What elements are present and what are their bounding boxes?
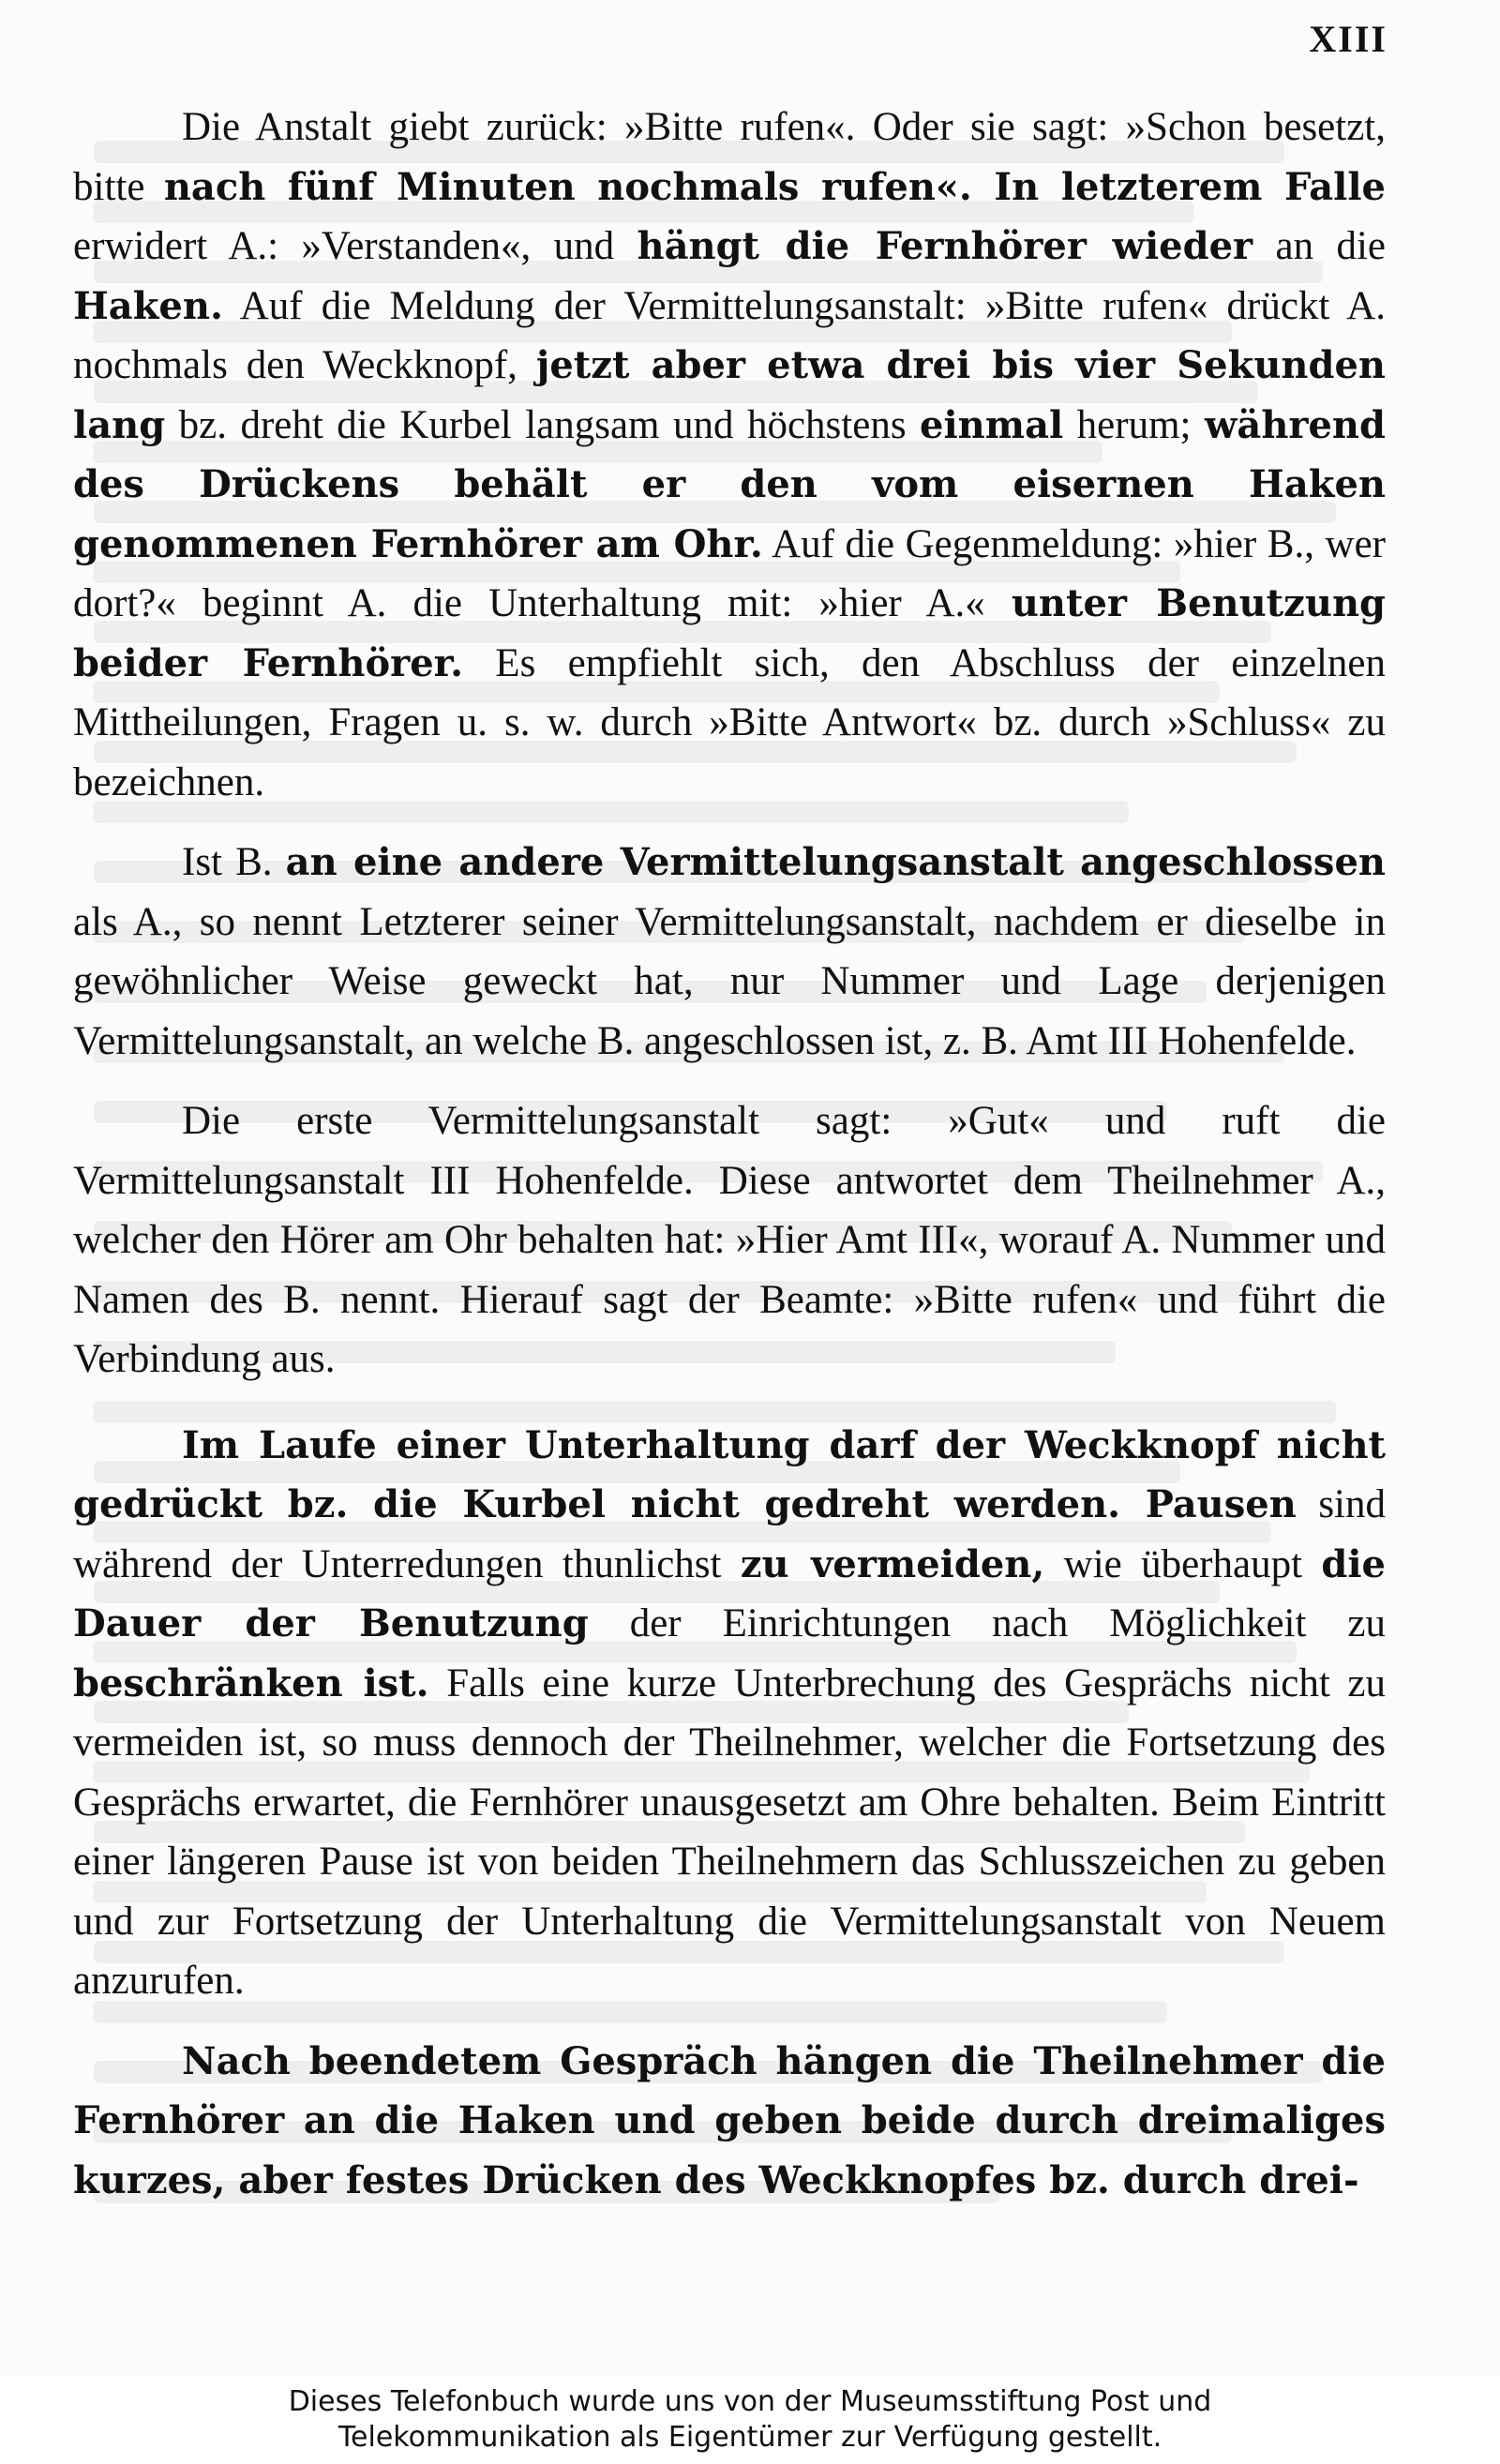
bold-text: einmal [920,402,1064,447]
text-run: wie überhaupt [1044,1541,1322,1586]
bold-text: zu vermeiden, [740,1541,1045,1586]
text-run: an die [1252,224,1386,268]
page-number: XIII [1309,18,1388,60]
paragraph [73,1091,1386,1390]
text-run: Es empfiehlt sich, den Abschluss der einzelnen Mittheilungen, Fragen u. s. w. durch »Bitte Antwort« bz. durch »Schluss« zu bezeichnen. [73,640,1386,804]
footer-line: Dieses Telefonbuch wurde uns von der Museumsstiftung Post und [288,2385,1212,2418]
bold-text: Nach beendetem Gespräch hängen die Theilnehmer die Fernhörer an die Haken und geben beide durch dreimaliges kurzes, aber festes Drücken des Weckknopfes bz. durch drei- [73,2038,1386,2202]
text-run: herum; [1063,402,1205,447]
text-run: als A., so nennt Letzterer seiner Vermittelungsanstalt, nachdem er dieselbe in gewöhnlicher Weise geweckt hat, nur Nummer und Lage derjenigen Vermittelungsanstalt, an welche B. angeschlossen ist, z. B. Amt III Hohenfelde. [73,899,1386,1063]
footer-notice [0,2377,1500,2464]
bold-text: jetzt aber etwa drei bis vier Sekunden lang [73,343,1386,447]
bold-text: an eine andere Vermittelungsanstalt angeschlossen [285,840,1386,884]
bold-text: während des Drückens behält er den vom eisernen Haken genommenen Fernhörer am Ohr. [73,402,1386,566]
bold-text: die Dauer der Benutzung [73,1541,1386,1645]
paragraph [73,1416,1386,2011]
paragraph [73,2032,1386,2211]
paragraph [73,833,1386,1071]
text-run: Auf die Meldung der Vermittelungsanstalt: »Bitte rufen« drückt A. nochmals den Weckknopf, [73,283,1386,387]
text-run: Auf die Gegenmeldung: »hier B., wer dort?« beginnt A. die Unterhaltung mit: »hier A.« [73,521,1386,625]
text-run: bz. dreht die Kurbel langsam und höchstens [165,402,921,447]
bold-text: Im Laufe einer Unterhaltung darf der Weckknopf nicht gedrückt bz. die Kurbel nicht gedreht werden. Pausen [73,1422,1386,1526]
bold-text: Haken. [73,283,223,328]
text-run: der Einrichtungen nach Möglichkeit zu [588,1601,1386,1645]
text-run: Falls eine kurze Unterbrechung des Gesprächs nicht zu vermeiden ist, so muss dennoch der Theilnehmer, welcher die Fortsetzung des Gesprächs erwartet, die Fernhörer unausgesetzt am Ohre behalten. Beim Eintritt einer längeren Pause ist von beiden Theilnehmern das Schlusszeichen zu geben und zur Fortsetzung der Unterhaltung die Vermittelungsanstalt von Neuem anzurufen. [73,1660,1386,2003]
body-text [73,98,1386,2210]
bold-text: nach fünf Minuten nochmals rufen«. In letzterem Falle [163,164,1386,209]
bold-text: beschränken ist. [73,1660,429,1705]
text-run: sind während der Unterredungen thunlichst [73,1482,1386,1586]
text-run: erwidert A.: »Verstanden«, und [73,224,638,268]
footer-line: Telekommunikation als Eigentümer zur Verfügung gestellt. [338,2421,1162,2454]
paragraph [73,98,1386,812]
text-run: Ist B. [182,840,286,884]
bold-text: unter Benutzung beider Fernhörer. [73,581,1387,685]
text-run: Die Anstalt giebt zurück: »Bitte rufen«. Oder sie sagt: »Schon besetzt, bitte [73,105,1386,209]
bold-text: hängt die Fernhörer wieder [637,224,1253,268]
text-run: Die erste Vermittelungsanstalt sagt: »Gut« und ruft die Vermittelungsanstalt III Hohenfelde. Diese antwortet dem Theilnehmer A., welcher den Hörer am Ohr behalten hat: »Hier Amt III«, worauf A. Nummer und Namen des B. nennt. Hierauf sagt der Beamte: »Bitte rufen« und führt die Verbindung aus. [73,1099,1386,1381]
